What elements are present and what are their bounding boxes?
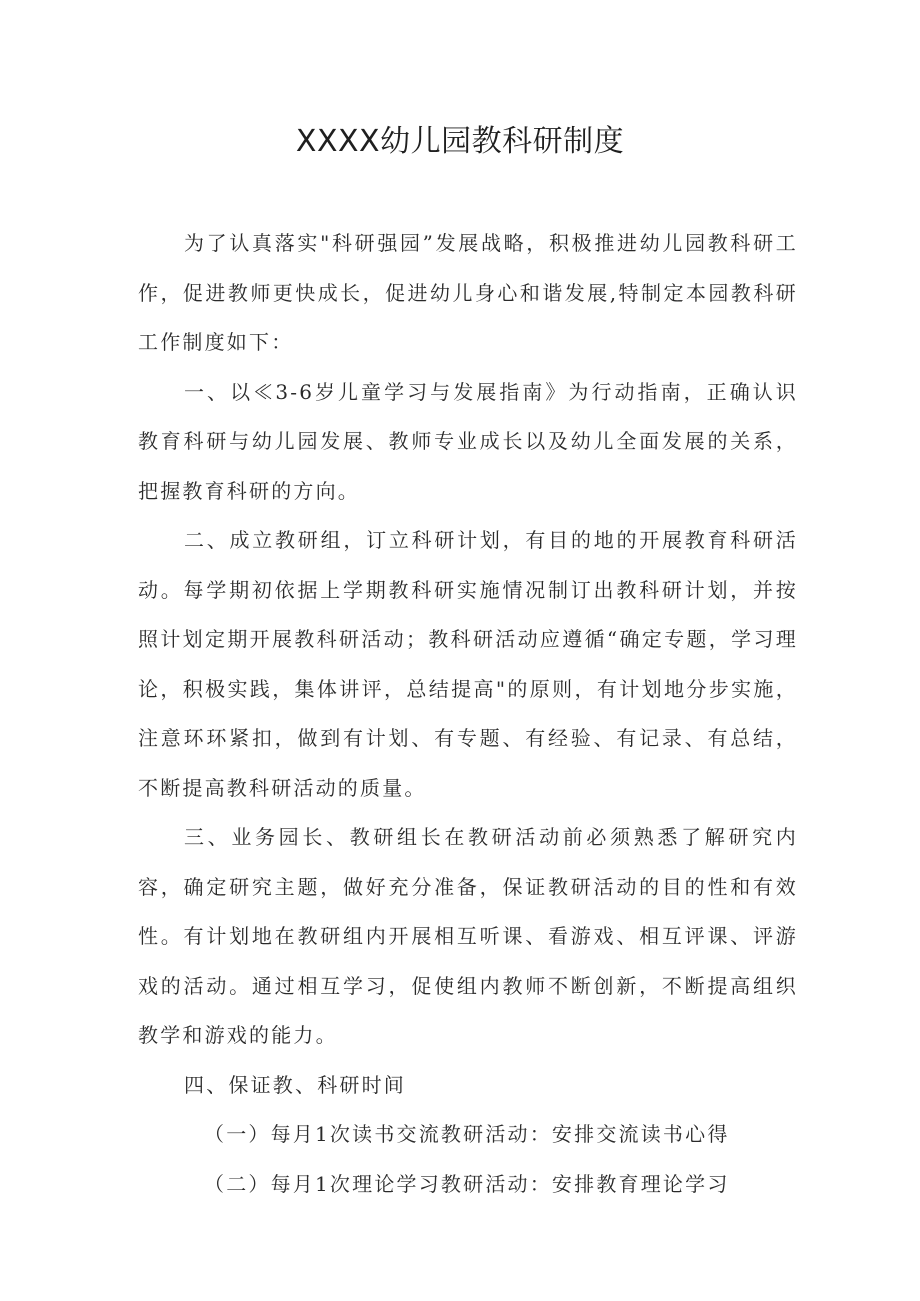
paragraph-intro: 为了认真落实"科研强园”发展战略，积极推进幼儿园教科研工作，促进教师更快成长，促进幼儿身心和谐发展,特制定本园教科研工作制度如下：: [138, 231, 798, 354]
document-body: [138, 219, 798, 1209]
paragraph-section-2: 二、成立教研组，订立科研计划，有目的地的开展教育科研活动。每学期初依据上学期教科研实施情况制订出教科研计划，并按照计划定期开展教科研活动；教科研活动应遵循“确定专题，学习理论，积极实践，集体讲评，总结提高"的原则，有计划地分步实施，注意环环紧扣，做到有计划、有专题、有经验、有记录、有总结，不断提高教科研活动的质量。: [138, 528, 798, 800]
paragraph-section-3: 三、业务园长、教研组长在教研活动前必须熟悉了解研究内容，确定研究主题，做好充分准备，保证教研活动的目的性和有效性。有计划地在教研组内开展相互听课、看游戏、相互评课、评游戏的活动。通过相互学习，促使组内教师不断创新，不断提高组织教学和游戏的能力。: [138, 825, 798, 1047]
document-title: XXXX幼儿园教科研制度: [295, 124, 625, 159]
paragraph-section-4: 四、保证教、科研时间: [184, 1072, 406, 1097]
list-item-1: （一）每月1次读书交流教研活动：安排交流读书心得: [204, 1122, 730, 1146]
paragraph-section-1: 一、以≪3-6岁儿童学习与发展指南》为行动指南，正确认识教育科研与幼儿园发展、教师专业成长以及幼儿全面发展的关系，把握教育科研的方向。: [138, 379, 798, 503]
list-item-2: （二）每月1次理论学习教研活动：安排教育理论学习: [204, 1171, 730, 1196]
